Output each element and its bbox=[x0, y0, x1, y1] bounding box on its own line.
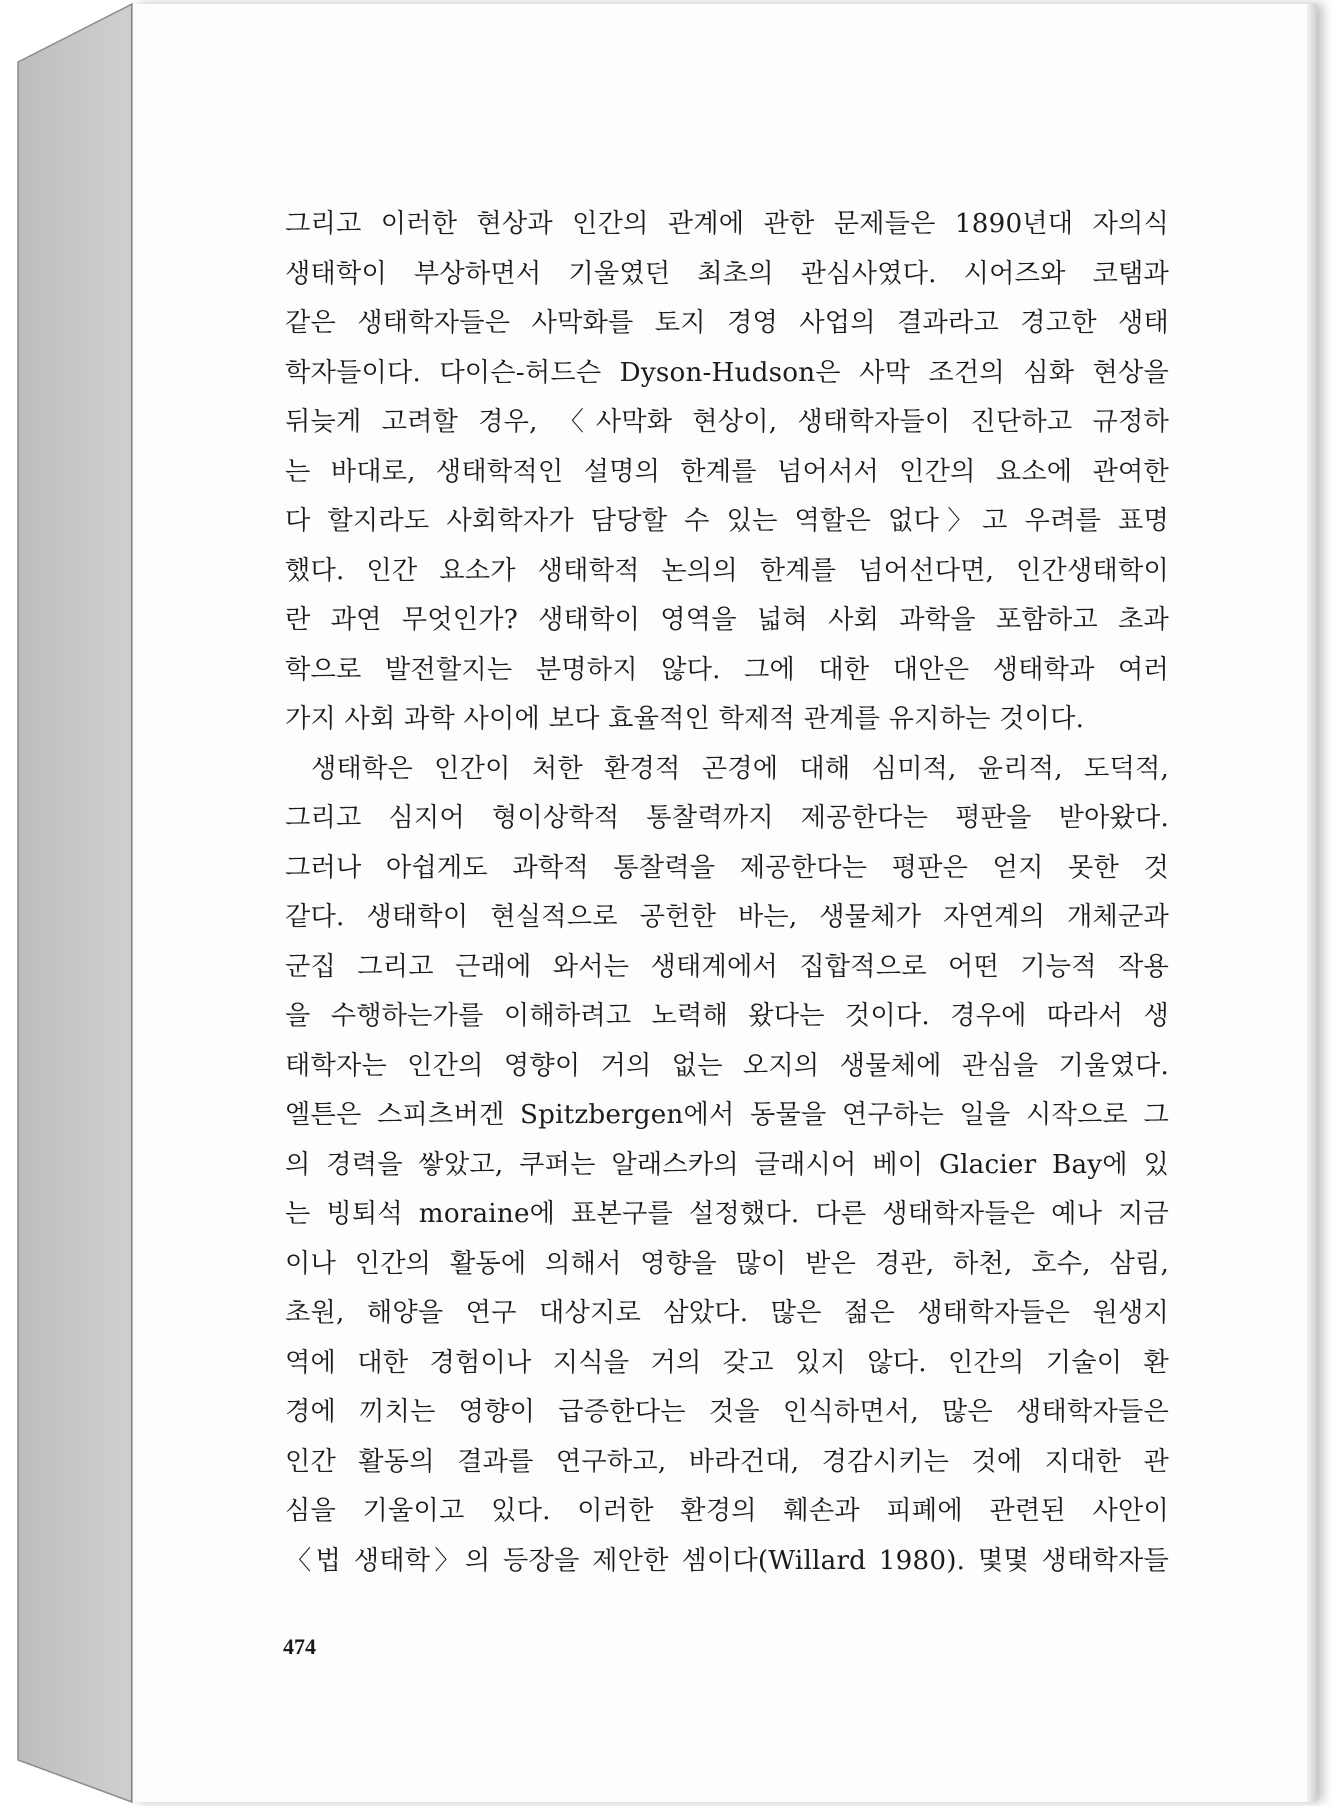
text-line: 는 빙퇴석 moraine에 표본구를 설정했다. 다른 생태학자들은 예나 지금 bbox=[285, 1199, 1169, 1229]
text-line: 가지 사회 과학 사이에 보다 효율적인 학제적 관계를 유지하는 것이다. bbox=[285, 704, 1085, 734]
text-line: 그리고 이러한 현상과 인간의 관계에 관한 문제들은 1890년대 자의식 bbox=[285, 209, 1169, 239]
text-line: 는 바대로, 생태학적인 설명의 한계를 넘어서서 인간의 요소에 관여한 bbox=[285, 456, 1169, 487]
text-line: 했다. 인간 요소가 생태학적 논의의 한계를 넘어선다면, 인간생태학이 bbox=[285, 555, 1169, 586]
text-line: 의 경력을 쌓았고, 쿠퍼는 알래스카의 글래시어 베이 Glacier Bay에 있 bbox=[285, 1149, 1169, 1180]
text-line: 같다. 생태학이 현실적으로 공헌한 바는, 생물체가 자연계의 개체군과 bbox=[285, 902, 1169, 932]
text-line: 〈법 생태학〉의 등장을 제안한 셈이다(Willard 1980). 몇몇 생태학자들 bbox=[285, 1545, 1169, 1576]
text-line: 초원, 해양을 연구 대상지로 삼았다. 많은 젊은 생태학자들은 원생지 bbox=[285, 1298, 1169, 1328]
body-text bbox=[285, 200, 1169, 1586]
page-number: 474 bbox=[283, 1634, 316, 1659]
text-line: 태학자는 인간의 영향이 거의 없는 오지의 생물체에 관심을 기울였다. bbox=[285, 1050, 1169, 1081]
text-line: 그리고 심지어 형이상학적 통찰력까지 제공한다는 평판을 받아왔다. bbox=[285, 803, 1169, 833]
page-edge bbox=[1307, 4, 1317, 1802]
text-line: 같은 생태학자들은 사막화를 토지 경영 사업의 결과라고 경고한 생태 bbox=[285, 308, 1169, 338]
text-line: 을 수행하는가를 이해하려고 노력해 왔다는 것이다. 경우에 따라서 생 bbox=[285, 1001, 1169, 1031]
text-line: 인간 활동의 결과를 연구하고, 바라건대, 경감시키는 것에 지대한 관 bbox=[285, 1446, 1169, 1477]
text-line: 역에 대한 경험이나 지식을 거의 갖고 있지 않다. 인간의 기술이 환 bbox=[285, 1347, 1169, 1378]
text-line: 란 과연 무엇인가? 생태학이 영역을 넓혀 사회 과학을 포함하고 초과 bbox=[285, 605, 1169, 635]
text-line: 다 할지라도 사회학자가 담당할 수 있는 역할은 없다〉고 우려를 표명 bbox=[285, 506, 1169, 536]
text-line: 생태학이 부상하면서 기울였던 최초의 관심사였다. 시어즈와 코탬과 bbox=[285, 258, 1169, 289]
text-line: 엘튼은 스피츠버겐 Spitzbergen에서 동물을 연구하는 일을 시작으로 그 bbox=[285, 1100, 1169, 1130]
text-line: 경에 끼치는 영향이 급증한다는 것을 인식하면서, 많은 생태학자들은 bbox=[285, 1397, 1169, 1427]
text-line: 이나 인간의 활동에 의해서 영향을 많이 받은 경관, 하천, 호수, 삼림, bbox=[285, 1248, 1169, 1279]
text-line: 뒤늦게 고려할 경우, 〈사막화 현상이, 생태학자들이 진단하고 규정하 bbox=[285, 407, 1169, 437]
text-line: 심을 기울이고 있다. 이러한 환경의 훼손과 피폐에 관련된 사안이 bbox=[285, 1496, 1169, 1526]
text-line: 학자들이다. 다이슨-허드슨 Dyson-Hudson은 사막 조건의 심화 현상을 bbox=[285, 357, 1169, 388]
book-page bbox=[132, 4, 1317, 1802]
text-line: 그러나 아쉽게도 과학적 통찰력을 제공한다는 평판은 얻지 못한 것 bbox=[285, 852, 1169, 883]
text-line: 학으로 발전할지는 분명하지 않다. 그에 대한 대안은 생태학과 여러 bbox=[285, 654, 1169, 685]
text-line: 생태학은 인간이 처한 환경적 곤경에 대해 심미적, 윤리적, 도덕적, bbox=[311, 753, 1169, 784]
text-line: 군집 그리고 근래에 와서는 생태계에서 집합적으로 어떤 기능적 작용 bbox=[285, 951, 1169, 982]
